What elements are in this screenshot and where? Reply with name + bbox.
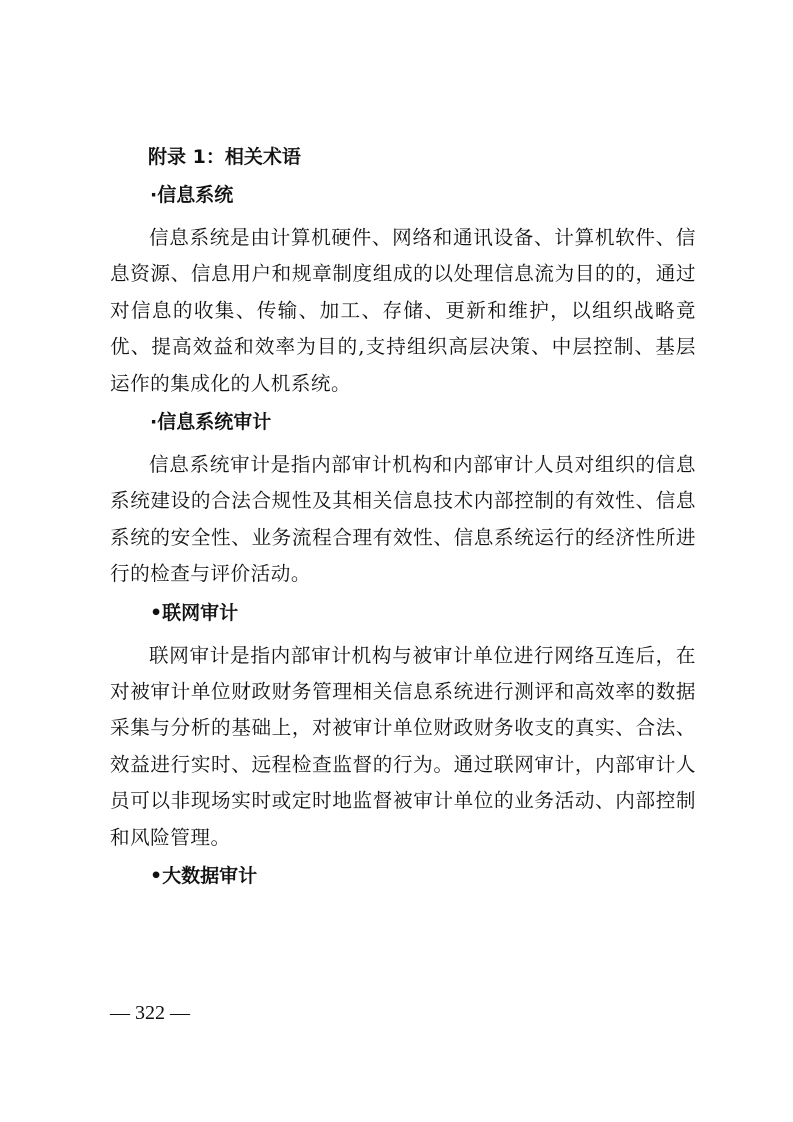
appendix-title: 附录 1：相关术语 [148,146,301,168]
section-heading-online-audit: •联网审计 [150,601,239,624]
section-heading-information-system: ·信息系统 [150,184,234,206]
section-body-information-system: 信息系统是由计算机硬件、网络和通讯设备、计算机软件、信息资源、信息用户和规章制度组成的以处理信息流为目的的，通过对信息的收集、传输、加工、存储、更新和维护，以组织战略竟优、提高效益和效率为目的,支持组织高层决策、中层控制、基层运作的集成化的人机系统。 [110,226,696,395]
document-page [110,138,696,895]
section-body-is-audit: 信息系统审计是指内部审计机构和内部审计人员对组织的信息系统建设的合法合规性及其相关信息技术内部控制的有效性、信息系统的安全性、业务流程合理有效性、信息系统运行的经济性所进行的检查与评价活动。 [110,453,696,586]
page-number: — 322 — [110,1002,190,1024]
section-body-online-audit: 联网审计是指内部审计机构与被审计单位进行网络互连后，在对被审计单位财政财务管理相关信息系统进行测评和高效率的数据采集与分析的基础上，对被审计单位财政财务收支的真实、合法、效益进行实时、远程检查监督的行为。通过联网审计，内部审计人员可以非现场实时或定时地监督被审计单位的业务活动、内部控制和风险管理。 [110,643,696,849]
section-heading-is-audit: ·信息系统审计 [150,411,272,434]
section-heading-big-data-audit: •大数据审计 [150,865,258,888]
